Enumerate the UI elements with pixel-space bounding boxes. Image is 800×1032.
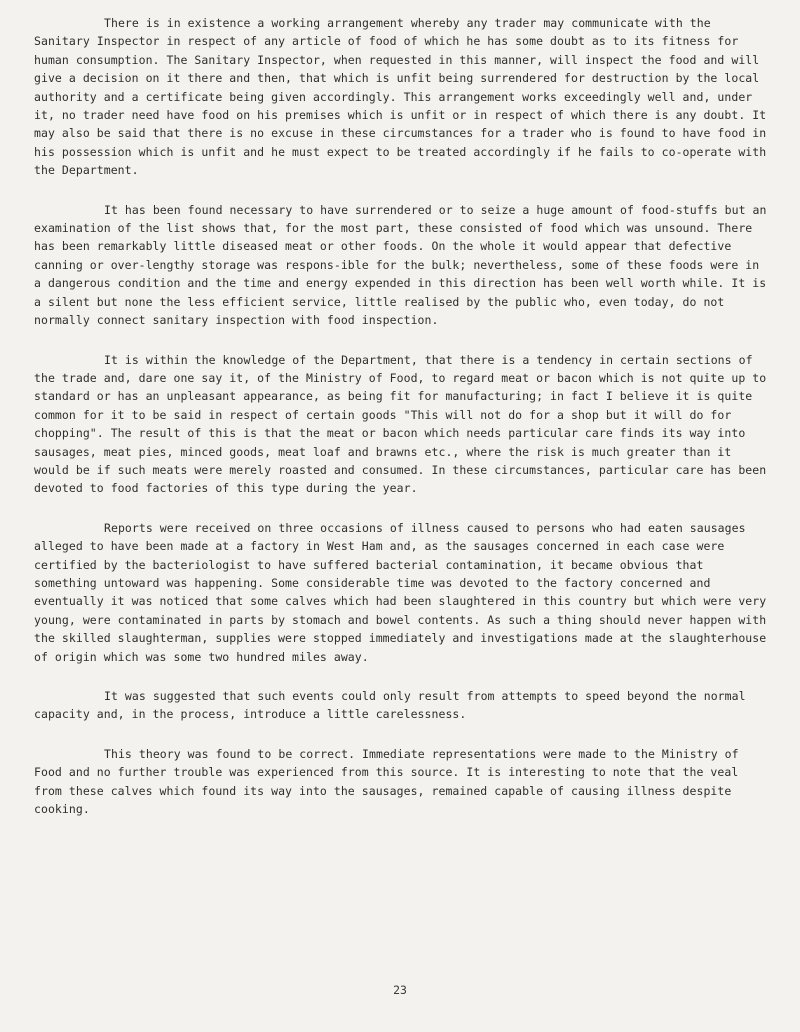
paragraph-surrendered-foodstuffs: It has been found necessary to have surrendered or to seize a huge amount of food-stuffs but an examination of the list shows that, for the most part, these consisted of food which was unsound. There has been remarkably little diseased meat or other foods. On the whole it would appear that defective canning or over-lengthy storage was respons-ible for the bulk; nevertheless, some of these foods were in a dangerous condition and the time and energy expended in this direction has been well worth while. It is a silent but none the less efficient service, little realised by the public who, even today, do not normally connect sanitary inspection with food inspection. <box>34 202 767 328</box>
paragraph-trader-inspection: There is in existence a working arrangement whereby any trader may communicate with the Sanitary Inspector in respect of any article of food of which he has some doubt as to its fitness for human consumption. The Sanitary Inspector, when requested in this manner, will inspect the food and will give a decision on it there and then, that which is unfit being surrendered for destruction by the local authority and a certificate being given accordingly. This arrangement works exceedingly well and, under it, no trader need have food on his premises which is unfit or in respect of which there is any doubt. It may also be said that there is no excuse in these circumstances for a trader who is found to have food in his possession which is unfit and he must expect to be treated accordingly if he fails to co-operate with the Department. <box>34 16 767 178</box>
document-body <box>34 14 770 839</box>
paragraph-manufacturing-meat: It is within the knowledge of the Department, that there is a tendency in certain sections of the trade and, dare one say it, of the Ministry of Food, to regard meat or bacon which is not quite up to standard or has an unpleasant appearance, as being fit for manufacturing; in fact I believe it is quite common for it to be said in respect of certain goods "This will not do for a shop but it will do for chopping". The result of this is that the meat or bacon which needs particular care finds its way into sausages, meat pies, minced goods, meat loaf and brawns etc., where the risk is much greater than it would be if such meats were merely roasted and consumed. In these circumstances, particular care has been devoted to food factories of this type during the year. <box>34 352 767 496</box>
page-number: 23 <box>393 983 407 997</box>
paragraph-sausage-illness-reports: Reports were received on three occasions of illness caused to persons who had eaten sausages alleged to have been made at a factory in West Ham and, as the sausages concerned in each case were certified by the bacteriologist to have suffered bacterial contamination, it became obvious that something untoward was happening. Some considerable time was devoted to the factory concerned and eventually it was noticed that some calves which had been slaughtered in this country but which were very young, were contaminated in parts by stomach and bowel contents. As such a thing should never happen with the skilled slaughterman, supplies were stopped immediately and investigations made at the slaughterhouse of origin which was some two hundred miles away. <box>34 520 767 664</box>
paragraph-theory-correct: This theory was found to be correct. Immediate representations were made to the Ministry of Food and no further trouble was experienced from this source. It is interesting to note that the veal from these calves which found its way into the sausages, remained capable of causing illness despite cooking. <box>34 746 739 817</box>
paragraph-speed-carelessness: It was suggested that such events could only result from attempts to speed beyond the normal capacity and, in the process, introduce a little carelessness. <box>34 689 746 722</box>
